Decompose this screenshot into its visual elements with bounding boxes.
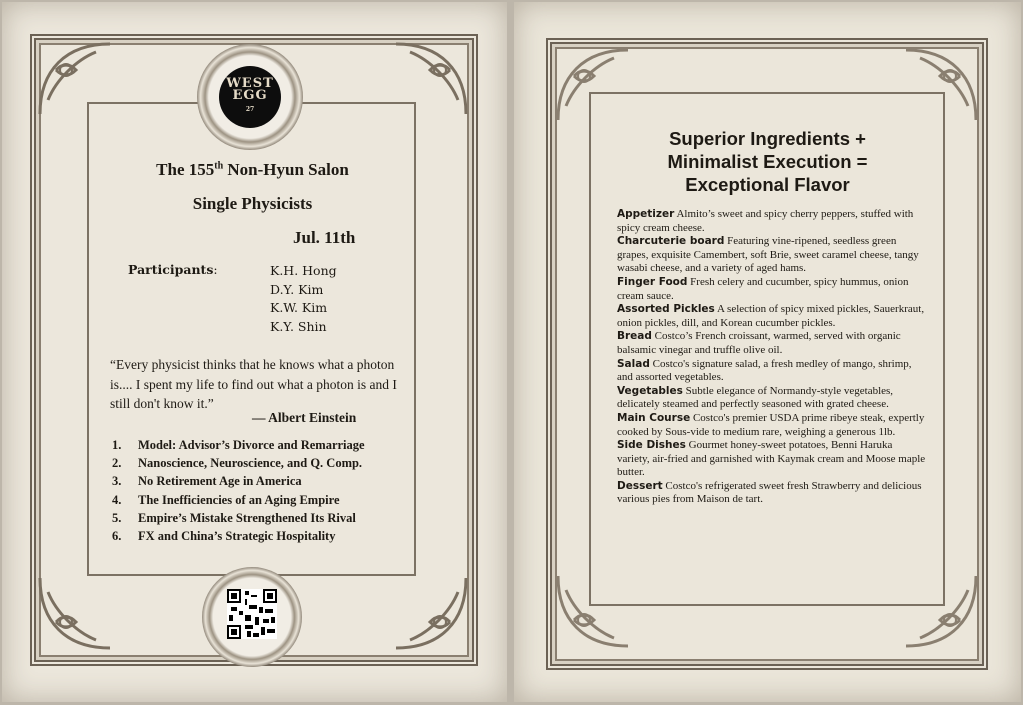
corner-ornament-icon <box>392 574 470 652</box>
list-item: 1. Model: Advisor’s Divorce and Remarriage <box>112 438 365 452</box>
qr-medallion <box>202 567 302 667</box>
participants-list <box>270 262 337 336</box>
participants-label: Participants: <box>128 262 218 277</box>
salon-date: Jul. 11th <box>293 228 356 247</box>
corner-ornament-icon <box>902 572 980 650</box>
menu-item: Appetizer Almito’s sweet and spicy cherry peppers, stuffed with spicy cream cheese. <box>617 208 914 234</box>
einstein-quote: “Every physicist thinks that he knows what a photon is.... I spent my life to find out what a photon is and I still don't know it.” <box>110 357 397 411</box>
list-item: 5. Empire’s Mistake Strengthened Its Rival <box>112 510 356 525</box>
corner-ornament-icon <box>392 40 470 118</box>
menu-heading: Superior Ingredients + Minimalist Execution = Exceptional Flavor <box>667 128 868 195</box>
menu-item: Vegetables Subtle elegance of Normandy-style vegetables, delicately steamed and perfectly seasoned with grated cheese. <box>617 384 894 411</box>
corner-ornament-icon <box>554 46 632 124</box>
participant: K.Y. Shin <box>270 318 327 334</box>
menu-item: Bread Costco’s French croissant, warmed, served with organic balsamic vinegar and truffle olive oil. <box>617 330 901 356</box>
menu-item: Salad Costco's signature salad, a fresh medley of mango, shrimp, and assorted vegetables. <box>617 357 912 384</box>
menu-item: Charcuterie board Featuring vine-ripened, seedless green grapes, exquisite Camembert, soft Brie, sweet caramel cheese, tangy wasabi cheese, and a variety of aged hams. <box>617 235 919 275</box>
participant: K.H. Hong <box>270 263 337 278</box>
participant: K.W. Kim <box>270 300 328 315</box>
qr-code-icon[interactable] <box>227 589 277 639</box>
menu-item: Assorted Pickles A selection of spicy mixed pickles, Sauerkraut, onion pickles, dill, and Korean cucumber pickles. <box>617 303 925 329</box>
quote-author: — Albert Einstein <box>252 410 357 425</box>
salon-title: The 155th Non-Hyun Salon <box>156 160 349 179</box>
participant: D.Y. Kim <box>270 281 324 297</box>
menu-item: Side Dishes Gourmet honey-sweet potatoes, Benni Haruka variety, air-fried and garnished with Kaymak cream and Moose maple butter. <box>617 439 926 479</box>
topic-list <box>112 438 412 547</box>
logo-medallion <box>197 44 303 150</box>
corner-ornament-icon <box>36 40 114 118</box>
list-item: 6. FX and China’s Strategic Hospitality <box>112 528 336 543</box>
menu-item: Dessert Costco's refrigerated sweet fresh Strawberry and delicious various pies from Maison de tart. <box>617 479 922 506</box>
list-item: 3. No Retirement Age in America <box>112 474 302 489</box>
corner-ornament-icon <box>36 574 114 652</box>
menu-list <box>617 208 927 507</box>
corner-ornament-icon <box>554 572 632 650</box>
west-egg-logo: WEST EGG 27 <box>219 66 281 128</box>
menu-item: Finger Food Fresh celery and cucumber, spicy hummus, onion cream sauce. <box>617 275 909 302</box>
list-item: 4. The Inefficiencies of an Aging Empire <box>112 492 340 507</box>
salon-subtitle: Single Physicists <box>192 194 313 213</box>
corner-ornament-icon <box>902 46 980 124</box>
menu-item: Main Course Costco's premier USDA prime ribeye steak, expertly cooked by Sous-vide to medium rare, weighing a generous 1lb. <box>617 411 925 438</box>
list-item: 2. Nanoscience, Neuroscience, and Q. Comp. <box>112 456 363 471</box>
